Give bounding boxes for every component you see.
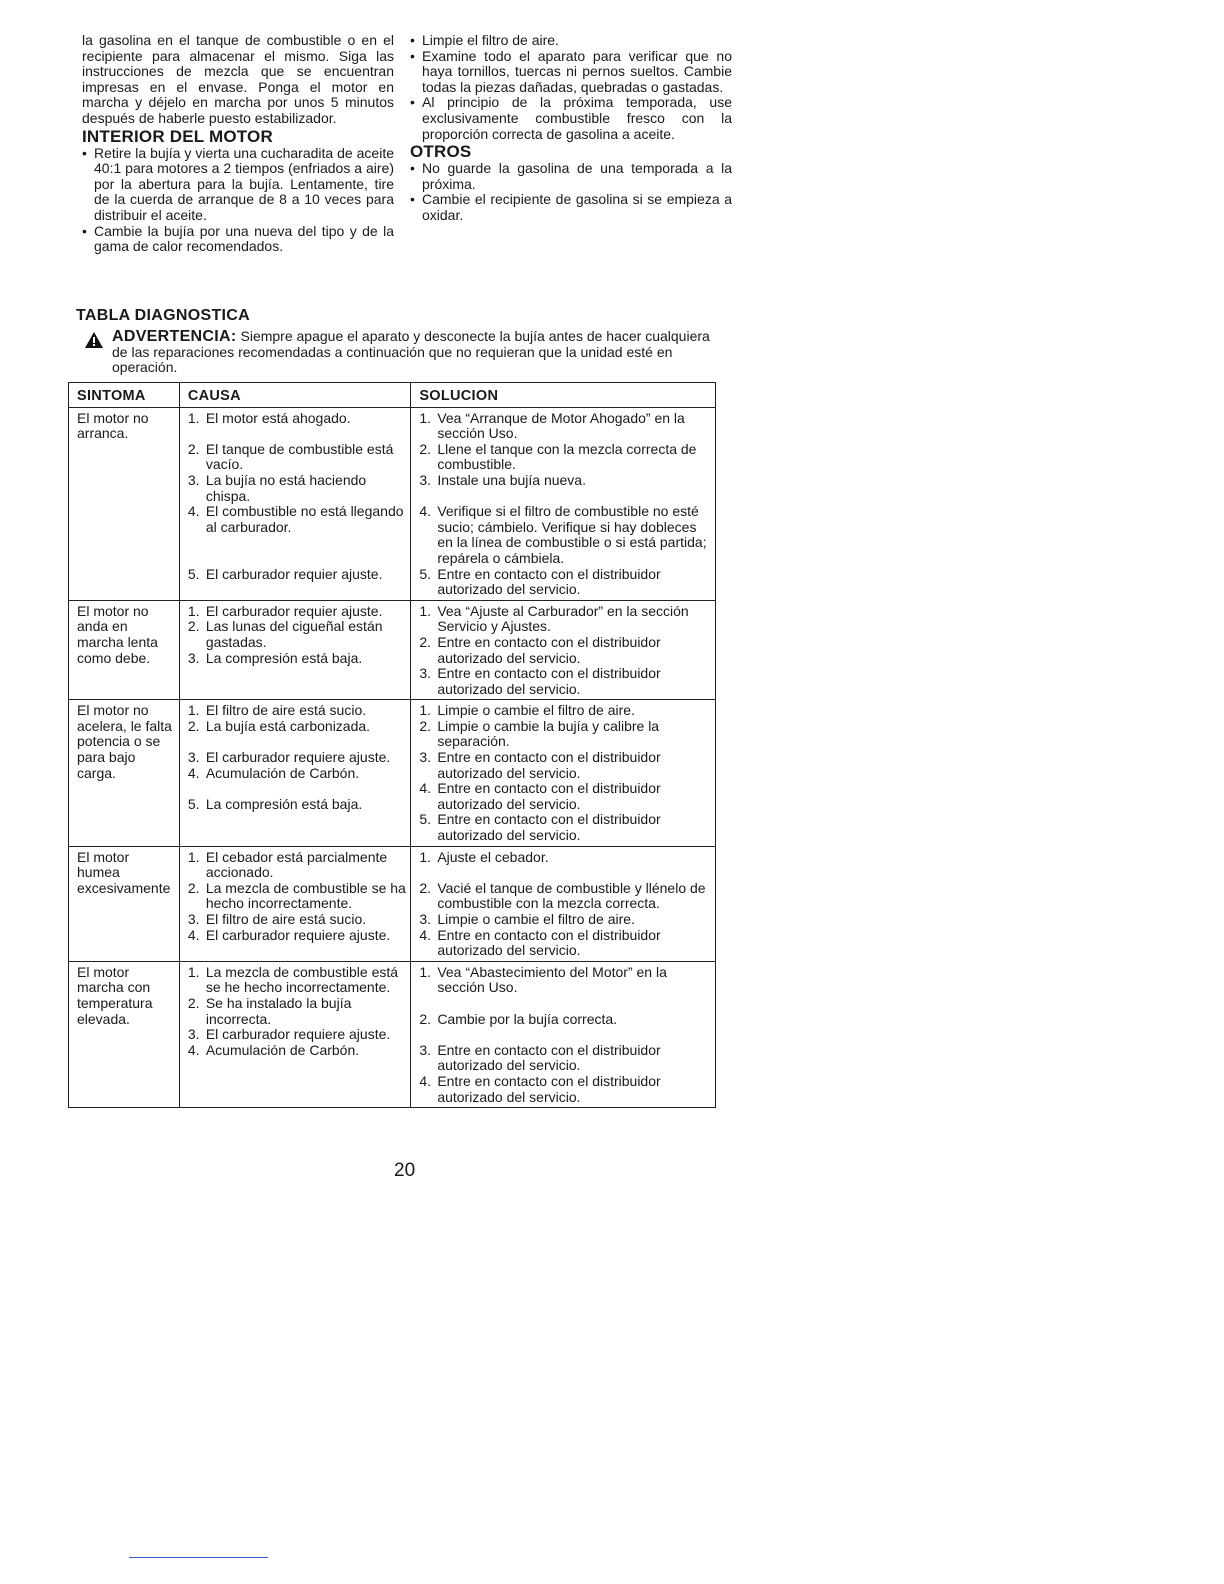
item-text: Entre en contacto con el distribuidor autorizado del servicio.	[437, 665, 661, 697]
item-number: 4.	[187, 1041, 200, 1058]
solution-item	[419, 635, 711, 666]
item-number: 4.	[419, 780, 431, 797]
item-text: Vea “Ajuste al Carburador” en la sección Servicio y Ajustes.	[437, 602, 689, 635]
item-text: Llene el tanque con la mezcla correcta de combustible.	[437, 440, 697, 473]
item-number: 5.	[187, 795, 200, 812]
cause-item	[188, 567, 406, 583]
item-number: 1.	[187, 702, 200, 719]
cause-cell	[179, 846, 410, 961]
item-number: 2.	[419, 1010, 431, 1027]
item-number: 2.	[419, 633, 431, 650]
table-row	[69, 407, 716, 600]
diagnostic-table	[68, 382, 716, 1108]
cause-item	[188, 719, 406, 735]
cause-item	[188, 928, 406, 944]
table-row	[69, 846, 716, 961]
solution-item	[419, 928, 711, 959]
item-number: 3.	[187, 471, 200, 488]
page-number: 20	[394, 1160, 416, 1181]
bottom-link-line	[129, 1557, 268, 1558]
item-text: El carburador requiere ajuste.	[205, 926, 391, 943]
item-number: 2.	[187, 440, 200, 457]
cause-item	[188, 912, 406, 928]
item-text: Se ha instalado la bujía incorrecta.	[205, 994, 352, 1027]
item-text: La mezcla de combustible está se he hecho incorrectamente.	[205, 963, 399, 996]
cause-item	[188, 750, 406, 766]
warning-icon	[84, 331, 104, 349]
item-number: 3.	[187, 1026, 200, 1043]
item-number: 2.	[187, 618, 200, 635]
item-number: 3.	[419, 1041, 431, 1058]
item-text: Vacié el tanque de combustible y llénelo de combustible con la mezcla correcta.	[437, 879, 706, 912]
item-number: 2.	[419, 717, 431, 734]
table-header-row	[69, 383, 716, 408]
solution-item	[419, 1074, 711, 1105]
solution-item	[419, 912, 711, 928]
item-number: 4.	[419, 503, 431, 520]
item-number: 2.	[187, 879, 200, 896]
solution-item	[419, 442, 711, 473]
cause-item	[188, 442, 406, 473]
list-item: • Al principio de la próxima temporada, use exclusivamente combustible fresco con la proporción correcta de gasolina a aceite.	[410, 95, 732, 142]
cause-item	[188, 604, 406, 620]
item-number: 1.	[419, 409, 431, 426]
item-number: 1.	[187, 409, 200, 426]
item-text: Ajuste el cebador.	[437, 848, 549, 865]
cause-item	[188, 1027, 406, 1043]
cause-item	[188, 965, 406, 996]
item-number: 4.	[187, 926, 200, 943]
list-item: • Cambie la bujía por una nueva del tipo y de la gama de calor recomendados.	[82, 224, 394, 255]
item-number: 2.	[187, 717, 200, 734]
list-item: • No guarde la gasolina de una temporada a la próxima.	[410, 161, 732, 192]
cause-item	[188, 1043, 406, 1059]
item-text: Entre en contacto con el distribuidor autorizado del servicio.	[437, 565, 661, 598]
solution-cell	[411, 600, 716, 700]
list-item: • Cambie el recipiente de gasolina si se empieza a oxidar.	[410, 192, 732, 223]
item-number: 3.	[187, 911, 200, 927]
item-text: Entre en contacto con el distribuidor autorizado del servicio.	[437, 926, 661, 959]
diagnostic-section	[70, 307, 720, 376]
item-text: El carburador requiere ajuste.	[205, 749, 391, 766]
item-number: 1.	[419, 602, 431, 619]
item-text: El filtro de aire está sucio.	[205, 702, 367, 719]
item-text: Acumulación de Carbón.	[205, 764, 360, 781]
header-cause: CAUSA	[179, 383, 410, 408]
item-number: 3.	[419, 471, 431, 488]
item-text: Instale una bujía nueva.	[437, 471, 586, 488]
solution-item	[419, 604, 711, 635]
solution-cell	[411, 961, 716, 1107]
left-column	[82, 33, 394, 255]
cause-item	[188, 504, 406, 535]
item-text: La compresión está baja.	[205, 795, 363, 812]
interior-motor-list	[82, 146, 394, 255]
solution-item	[419, 411, 711, 442]
item-number: 1.	[187, 848, 200, 865]
item-text: La bujía no está haciendo chispa.	[205, 471, 367, 504]
symptom-cell: El motor no arranca.	[69, 407, 180, 600]
solution-item	[419, 881, 711, 912]
diagnostic-title: TABLA DIAGNOSTICA	[76, 307, 250, 324]
list-item: • Retire la bujía y vierta una cucharadita de aceite 40:1 para motores a 2 tiempos (enfriados a aire) por la abertura para la bujía. Lentamente, tire de la cuerda de arranque de 8 a 10 veces para distribuir el aceite.	[82, 146, 394, 224]
symptom-cell: El motor no anda en marcha lenta como debe.	[69, 600, 180, 700]
cause-cell	[179, 407, 410, 600]
solution-cell	[411, 846, 716, 961]
item-text: Entre en contacto con el distribuidor autorizado del servicio.	[437, 1072, 661, 1105]
table-row	[69, 961, 716, 1107]
cause-item	[188, 411, 406, 427]
item-text: El carburador requier ajuste.	[205, 602, 383, 619]
item-text: El combustible no está llegando al carburador.	[205, 503, 404, 535]
item-text: Entre en contacto con el distribuidor autorizado del servicio.	[437, 1041, 661, 1074]
solution-item	[419, 750, 711, 781]
item-text: El motor está ahogado.	[205, 409, 351, 426]
item-number: 2.	[419, 440, 431, 457]
table-row	[69, 700, 716, 846]
table-row	[69, 600, 716, 700]
item-text: Verifique si el filtro de combustible no esté sucio; cámbielo. Verifique si hay dobleces en la línea de combustible o si está partida; repárela o cámbiela.	[437, 503, 707, 566]
item-number: 3.	[187, 649, 200, 666]
cause-cell	[179, 600, 410, 700]
header-symptom: SINTOMA	[69, 383, 180, 408]
cause-cell	[179, 961, 410, 1107]
item-number: 1.	[419, 848, 431, 865]
item-text: Entre en contacto con el distribuidor autorizado del servicio.	[437, 780, 661, 812]
item-text: Entre en contacto con el distribuidor autorizado del servicio.	[437, 633, 661, 666]
item-text: El carburador requier ajuste.	[205, 565, 383, 582]
cause-cell	[179, 700, 410, 846]
solution-item	[419, 703, 711, 719]
maintenance-list	[410, 33, 732, 142]
item-number: 3.	[419, 911, 431, 927]
item-text: Acumulación de Carbón.	[205, 1041, 360, 1058]
list-item: • Examine todo el aparato para verificar que no haya tornillos, tuercas ni pernos sueltos. Cambie todas la piezas dañadas, quebradas o gastadas.	[410, 49, 732, 96]
cause-item	[188, 996, 406, 1027]
symptom-cell: El motor humea excesivamente	[69, 846, 180, 961]
item-number: 2.	[187, 994, 200, 1011]
item-number: 4.	[187, 764, 200, 781]
item-number: 5.	[187, 565, 200, 582]
item-text: Limpie o cambie la bujía y calibre la separación.	[437, 717, 660, 750]
symptom-cell: El motor no acelera, le falta potencia o se para bajo carga.	[69, 700, 180, 846]
cause-item	[188, 619, 406, 650]
warning-label: ADVERTENCIA:	[112, 328, 237, 345]
item-text: Limpie o cambie el filtro de aire.	[437, 702, 635, 719]
item-number: 4.	[187, 503, 200, 520]
item-text: El carburador requiere ajuste.	[205, 1026, 391, 1043]
cause-item	[188, 797, 406, 813]
item-text: La mezcla de combustible se ha hecho incorrectamente.	[205, 879, 406, 912]
cause-item	[188, 473, 406, 504]
item-number: 5.	[419, 811, 431, 828]
item-number: 3.	[419, 665, 431, 682]
item-text: Entre en contacto con el distribuidor autorizado del servicio.	[437, 749, 661, 781]
item-number: 4.	[419, 1072, 431, 1089]
item-text: Cambie por la bujía correcta.	[437, 1010, 618, 1027]
solution-item	[419, 812, 711, 843]
symptom-cell: El motor marcha con temperatura elevada.	[69, 961, 180, 1107]
item-number: 3.	[187, 749, 200, 766]
item-text: El cebador está parcialmente accionado.	[205, 848, 388, 881]
item-text: Vea “Abastecimiento del Motor” en la sección Uso.	[437, 963, 667, 996]
item-text: La compresión está baja.	[205, 649, 363, 666]
item-number: 2.	[419, 879, 431, 896]
solution-item	[419, 473, 711, 489]
item-number: 1.	[419, 702, 431, 719]
cause-item	[188, 881, 406, 912]
item-number: 4.	[419, 926, 431, 943]
solution-cell	[411, 407, 716, 600]
solution-item	[419, 1043, 711, 1074]
item-text: Limpie o cambie el filtro de aire.	[437, 911, 635, 927]
solution-item	[419, 850, 711, 866]
item-number: 5.	[419, 565, 431, 582]
section-heading-otros: OTROS	[410, 142, 472, 162]
item-text: Las lunas del cigueñal están gastadas.	[205, 618, 383, 650]
solution-item	[419, 1012, 711, 1028]
otros-list	[410, 161, 732, 223]
cause-item	[188, 766, 406, 782]
item-text: Entre en contacto con el distribuidor autorizado del servicio.	[437, 811, 661, 844]
item-text: El tanque de combustible está vacío.	[205, 440, 394, 473]
header-solution: SOLUCION	[411, 383, 716, 408]
storage-intro-paragraph: la gasolina en el tanque de combustible o en el recipiente para almacenar el mismo. Siga las instrucciones de mezcla que se encuentran impresas en el envase. Ponga el motor en marcha y déjelo en marcha por unos 5 minutos después de haberle puesto estabilizador.	[82, 32, 394, 126]
item-text: El filtro de aire está sucio.	[205, 911, 367, 927]
right-column	[410, 33, 732, 224]
item-text: Vea “Arranque de Motor Ahogado” en la sección Uso.	[437, 409, 685, 442]
warning-text: Siempre apague el aparato y desconecte la bujía antes de hacer cualquiera de las reparaciones recomendadas a continuación que no requieran que la unidad esté en operación.	[112, 328, 710, 376]
item-number: 1.	[187, 963, 200, 980]
cause-item	[188, 651, 406, 667]
solution-item	[419, 965, 711, 996]
solution-item	[419, 781, 711, 812]
list-item: • Limpie el filtro de aire.	[410, 33, 732, 49]
solution-item	[419, 666, 711, 697]
section-heading-interior-motor: INTERIOR DEL MOTOR	[82, 126, 273, 146]
item-number: 1.	[187, 602, 200, 619]
solution-cell	[411, 700, 716, 846]
cause-item	[188, 850, 406, 881]
solution-item	[419, 504, 711, 566]
warning-notice	[70, 329, 720, 376]
item-number: 3.	[419, 749, 431, 766]
item-number: 1.	[419, 963, 431, 980]
solution-item	[419, 719, 711, 750]
item-text: La bujía está carbonizada.	[205, 717, 371, 734]
cause-item	[188, 703, 406, 719]
solution-item	[419, 567, 711, 598]
